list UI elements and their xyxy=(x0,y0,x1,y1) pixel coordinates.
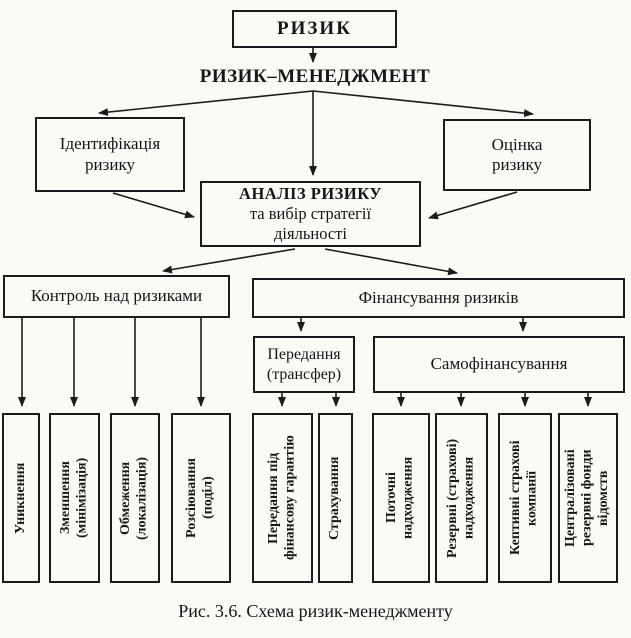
arrow-assessment-to-analysis xyxy=(429,192,517,218)
analysis-box xyxy=(200,181,421,247)
limitation-label: Обмеження (локалізація) xyxy=(118,456,150,540)
insurance-box xyxy=(318,413,353,583)
limitation-box xyxy=(110,413,160,583)
control-box xyxy=(3,275,230,318)
dissipation-box xyxy=(171,413,231,583)
control-label: Контроль над ризиками xyxy=(30,286,203,306)
current-income-box xyxy=(372,413,430,583)
arrow-analysis-to-financing xyxy=(325,249,457,273)
financial-guarantee-label: Передання під фінансову гарантію xyxy=(265,435,298,561)
arrow-identification-to-analysis xyxy=(113,193,194,217)
financing-box xyxy=(252,278,625,318)
reserve-income-box xyxy=(435,413,488,583)
assessment-label: Оцінка ризику xyxy=(491,134,543,174)
insurance-label: Страхування xyxy=(327,456,343,540)
centralized-funds-box xyxy=(558,413,618,583)
analysis-title: АНАЛІЗ РИЗИКУ xyxy=(239,184,382,204)
financing-label: Фінансування ризиків xyxy=(358,287,519,307)
assessment-box xyxy=(443,119,591,191)
transfer-box xyxy=(253,336,355,393)
arrow-management-to-assessment xyxy=(313,91,533,114)
reduction-box xyxy=(49,413,100,583)
arrow-analysis-to-control xyxy=(163,249,295,271)
analysis-subtitle: та вибір стратегії діяльності xyxy=(249,204,372,243)
centralized-funds-label: Централізовані резервні фонди відомств xyxy=(563,449,612,547)
risk-box-label: РИЗИК xyxy=(277,17,352,39)
risk-box xyxy=(232,10,397,48)
avoidance-box xyxy=(2,413,40,583)
self-financing-box xyxy=(373,336,625,393)
avoidance-label: Уникнення xyxy=(12,462,28,534)
identification-box xyxy=(35,117,185,192)
risk-management-label: РИЗИК–МЕНЕДЖМЕНТ xyxy=(199,66,431,87)
figure-caption: Рис. 3.6. Схема ризик-менеджменту xyxy=(178,601,453,621)
transfer-label: Передання (трансфер) xyxy=(266,346,342,383)
captive-companies-label: Кептивні страхові компанії xyxy=(508,440,540,556)
identification-label: Ідентифікація ризику xyxy=(59,134,161,174)
captive-companies-box xyxy=(498,413,552,583)
reduction-label: Зменшення (мінімізація) xyxy=(57,457,90,539)
reserve-income-label: Резервні (страхові) надходження xyxy=(444,438,477,558)
financial-guarantee-box xyxy=(252,413,313,583)
current-income-label: Поточні надходження xyxy=(384,456,416,540)
dissipation-label: Розсіювання (поділ) xyxy=(184,458,216,538)
arrow-management-to-identification xyxy=(99,91,313,113)
self-financing-label: Самофінансування xyxy=(430,354,568,374)
